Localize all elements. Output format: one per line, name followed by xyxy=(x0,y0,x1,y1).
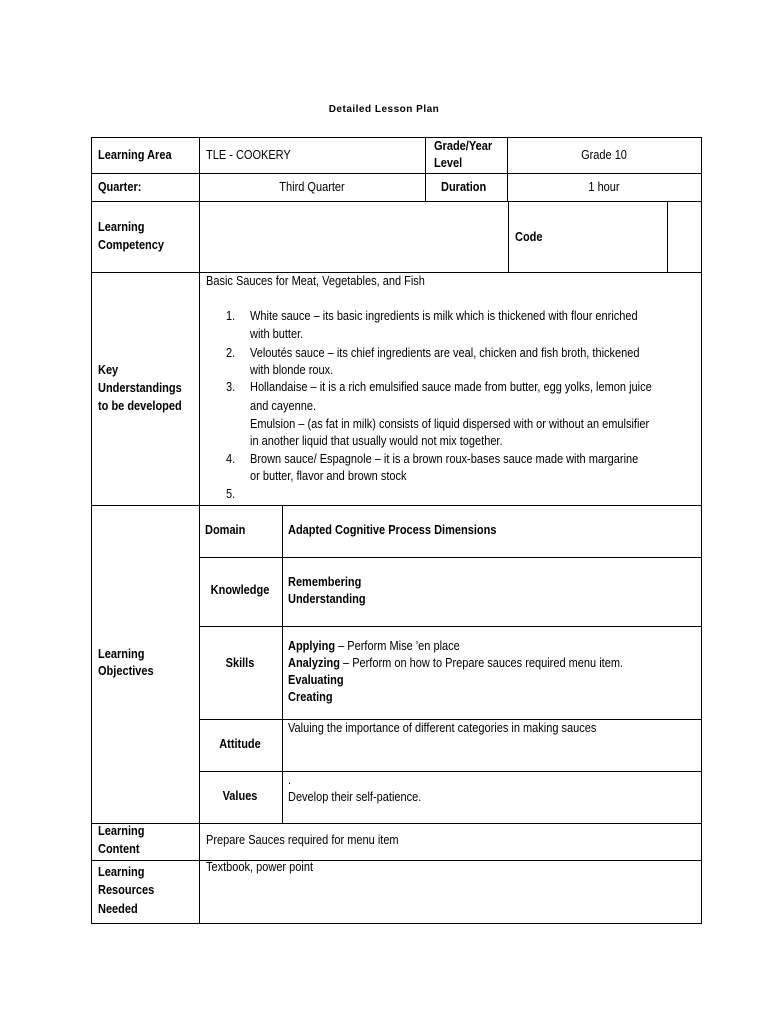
grade-label-line1: Grade/Year xyxy=(434,139,493,153)
list-item-number: 1. xyxy=(226,309,236,323)
learning-area-label: Learning Area xyxy=(98,148,172,162)
duration-value: 1 hour xyxy=(588,180,620,194)
competency-label-line2: Competency xyxy=(98,238,165,252)
resources-value: Textbook, power point xyxy=(206,860,314,874)
list-item-text: Brown sauce/ Espagnole – it is a brown roux-bases sauce made with margarine xyxy=(250,452,639,466)
list-item-text: Emulsion – (as fat in milk) consists of liquid dispersed with or without an emulsifier xyxy=(250,417,650,431)
key-understandings-label-line2: Understandings xyxy=(98,381,182,395)
domain-header: Domain xyxy=(205,523,246,537)
dimensions-header: Adapted Cognitive Process Dimensions xyxy=(288,523,497,537)
knowledge-label: Knowledge xyxy=(210,583,270,597)
row-divider xyxy=(199,771,701,772)
quarter-value: Third Quarter xyxy=(279,180,345,194)
column-divider xyxy=(199,138,200,923)
row-divider xyxy=(92,173,701,174)
values-label: Values xyxy=(222,789,258,803)
analyzing-text: – Perform on how to Prepare sauces required menu item. xyxy=(339,656,624,670)
attitude-text: Valuing the importance of different categories in making sauces xyxy=(288,721,597,735)
column-divider xyxy=(667,201,668,272)
column-divider xyxy=(425,138,426,201)
content-value: Prepare Sauces required for menu item xyxy=(206,833,399,847)
knowledge-line1: Remembering xyxy=(288,575,362,589)
skills-analyzing-line xyxy=(288,655,623,672)
analyzing-label: Analyzing xyxy=(288,656,340,670)
skills-line4: Creating xyxy=(288,690,333,704)
content-label-line1: Learning xyxy=(98,824,145,838)
list-item-text: Veloutés sauce – its chief ingredients are veal, chicken and fish broth, thickened xyxy=(250,346,640,360)
list-item-number: 2. xyxy=(226,346,236,360)
values-dot: . xyxy=(288,773,292,787)
values-text: Develop their self-patience. xyxy=(288,790,422,804)
list-item-text: in another liquid that usually would not mix together. xyxy=(250,434,503,448)
column-divider xyxy=(507,138,508,201)
row-divider xyxy=(92,505,701,506)
objectives-label-line1: Learning xyxy=(98,647,145,661)
list-item-text: and cayenne. xyxy=(250,399,317,413)
resources-label-line2: Resources xyxy=(98,883,155,897)
objectives-label-line2: Objectives xyxy=(98,664,154,678)
attitude-label: Attitude xyxy=(219,737,261,751)
key-understandings-label-line1: Key xyxy=(98,363,119,377)
column-divider xyxy=(282,505,283,823)
row-divider xyxy=(199,557,701,558)
document-title: Detailed Lesson Plan xyxy=(328,104,440,115)
competency-label-line1: Learning xyxy=(98,220,145,234)
skills-label: Skills xyxy=(225,656,255,670)
skills-applying-line xyxy=(288,638,460,655)
content-label-line2: Content xyxy=(98,842,140,856)
knowledge-line2: Understanding xyxy=(288,592,366,606)
row-divider xyxy=(92,201,701,202)
resources-label-line3: Needed xyxy=(98,902,138,916)
applying-label: Applying xyxy=(288,639,336,653)
list-item-text: with blonde roux. xyxy=(250,363,334,377)
list-item-number: 5. xyxy=(226,487,236,501)
learning-area-value: TLE - COOKERY xyxy=(206,148,291,162)
column-divider xyxy=(508,201,509,272)
row-divider xyxy=(92,823,701,824)
duration-label: Duration xyxy=(441,180,487,194)
list-item-number: 4. xyxy=(226,452,236,466)
resources-label-line1: Learning xyxy=(98,865,145,879)
key-understandings-intro: Basic Sauces for Meat, Vegetables, and Fish xyxy=(206,274,425,288)
skills-line3: Evaluating xyxy=(288,673,344,687)
list-item-text: with butter. xyxy=(250,327,304,341)
row-divider xyxy=(92,860,701,861)
applying-text: – Perform Mise ’en place xyxy=(335,639,460,653)
grade-value: Grade 10 xyxy=(581,148,627,162)
quarter-label: Quarter: xyxy=(98,180,142,194)
code-label: Code xyxy=(515,230,543,244)
row-divider xyxy=(199,626,701,627)
list-item-text: Hollandaise – it is a rich emulsified sauce made from butter, egg yolks, lemon juice xyxy=(250,380,652,394)
list-item-text: White sauce – its basic ingredients is milk which is thickened with flour enriched xyxy=(250,309,638,323)
key-understandings-label-line3: to be developed xyxy=(98,399,182,413)
list-item-text: or butter, flavor and brown stock xyxy=(250,469,407,483)
grade-label-line2: Level xyxy=(434,156,463,170)
list-item-number: 3. xyxy=(226,380,236,394)
